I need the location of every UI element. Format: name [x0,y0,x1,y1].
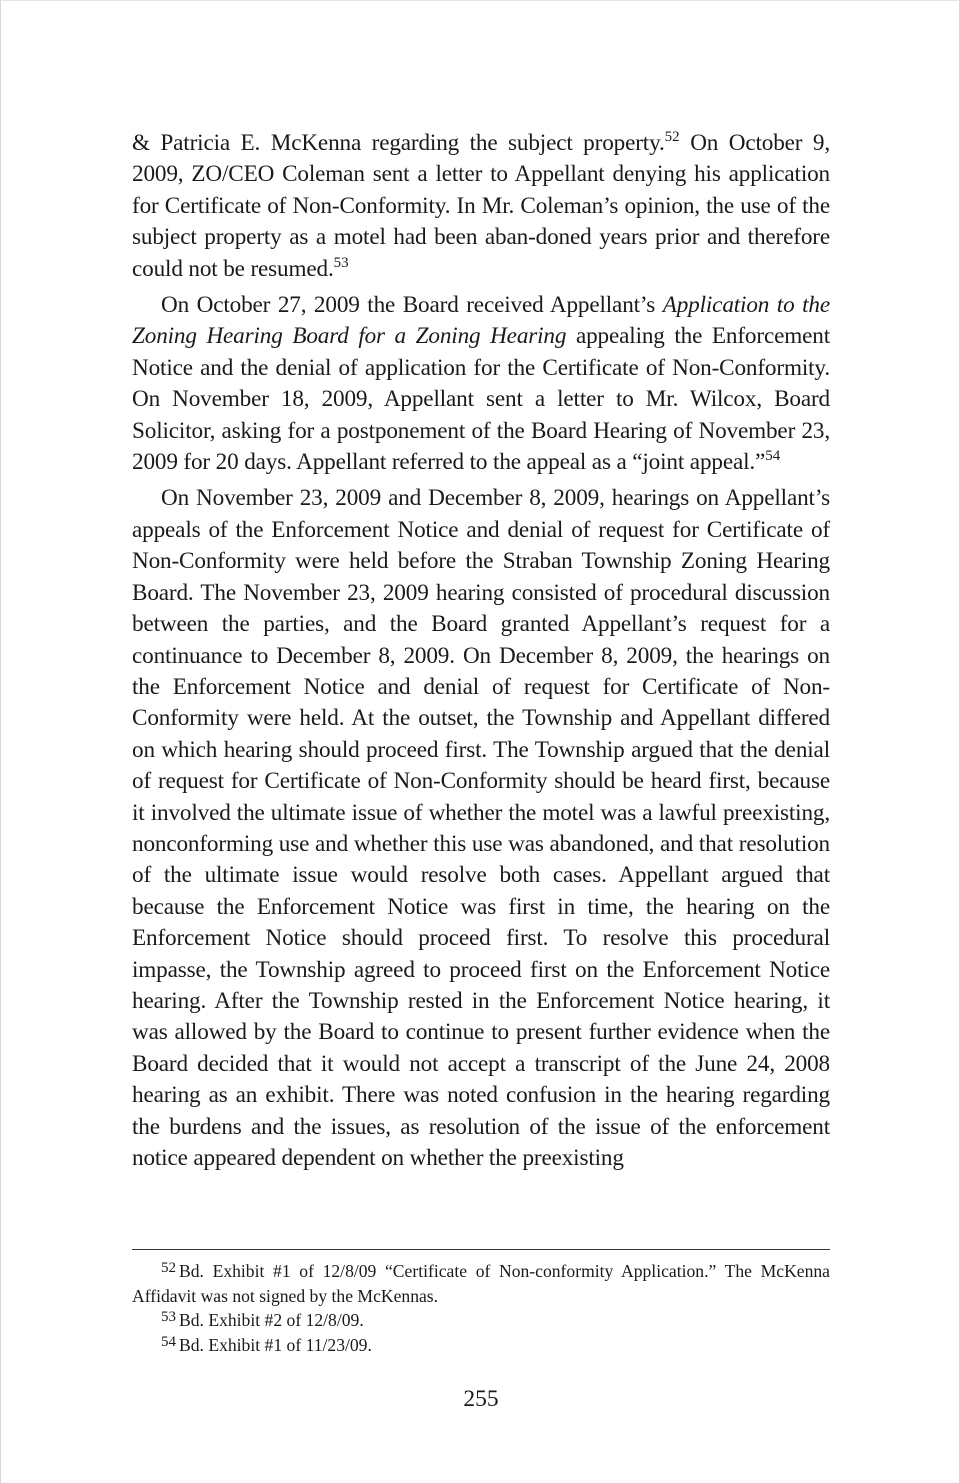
footnote-divider [132,1249,830,1250]
footnote-54: 54 Bd. Exhibit #1 of 11/23/09. [161,1333,372,1355]
footnote-ref-54: 54 [765,448,781,465]
footnote-ref-52: 52 [664,129,680,145]
body-text [132,128,830,1174]
footnotes [132,1259,830,1357]
page-number: 255 [463,1386,499,1412]
paragraph-3: On November 23, 2009 and December 8, 2009, hearings on Appellant’s appeals of the Enforcement Notice and denial of request for Certificate of Non-Conformity were held before the Straban Township Zoning Hearing Board. The November 23, 2009 hearing consisted of procedural discussion between the parties, and the Board granted Appellant’s request for a continuance to December 8, 2009. On December 8, 2009, the hearings on the Enforcement Notice and denial of request for Certificate of Non-Conformity were held. At the outset, the Township and Appellant differed on which hearing should proceed first. The Township argued that the denial of request for Certificate of Non-Conformity should be heard first, because it involved the ultimate issue of whether the motel was a lawful preexisting, nonconforming use and whether this use was abandoned, and that resolution of the ultimate issue would resolve both cases. Appellant argued that because the Enforcement Notice was first in time, the hearing on the Enforcement Notice should proceed first. To resolve this procedural impasse, the Township agreed to proceed first on the Enforcement Notice hearing. After the Township rested in the Enforcement Notice hearing, it was allowed by the Board to continue to present further evidence when the Board decided that it would not accept a transcript of the June 24, 2008 hearing as an exhibit. There was noted confusion in the hearing regarding the burdens and the issues, as resolution of the issue of the enforcement notice appeared dependent on whether the preexisting [132,485,830,1171]
application-title: Application to the Zoning Hearing Board for a Zoning Hearing [132,292,830,350]
footnote-53: 53 Bd. Exhibit #2 of 12/8/09. [161,1309,364,1330]
paragraph-1: & Patricia E. McKenna regarding the subject property.$^{52}$ On October 9, 2009, ZO/CEO Coleman sent a letter to Appellant denying his application for Certificate of Non-Conformity. In Mr. Coleman’s opinion, the use of the subject property as a motel had been aban-doned years prior and therefore could not be resumed.$^{53}$ [132,129,830,282]
footnote-ref-53: 53 [333,254,349,271]
footnote-52: 52 Bd. Exhibit #1 of 12/8/09 “Certificate of Non-conformity Application.” The McKenna Affidavit was not signed by the McKennas. [132,1260,830,1306]
paragraph-2: On October 27, 2009 the Board received Appellant’s Application to the Zoning Hearing Board for a Zoning Hearing appealing the Enforcement Notice and the denial of application for the Certificate of Non-Conformity. On November 18, 2009, Appellant sent a letter to Mr. Wilcox, Board Solicitor, asking for a postponement of the Board Hearing of November 23, 2009 for 20 days. Appellant referred to the appeal as a “joint appeal.”$^{54}$ [132,292,830,476]
